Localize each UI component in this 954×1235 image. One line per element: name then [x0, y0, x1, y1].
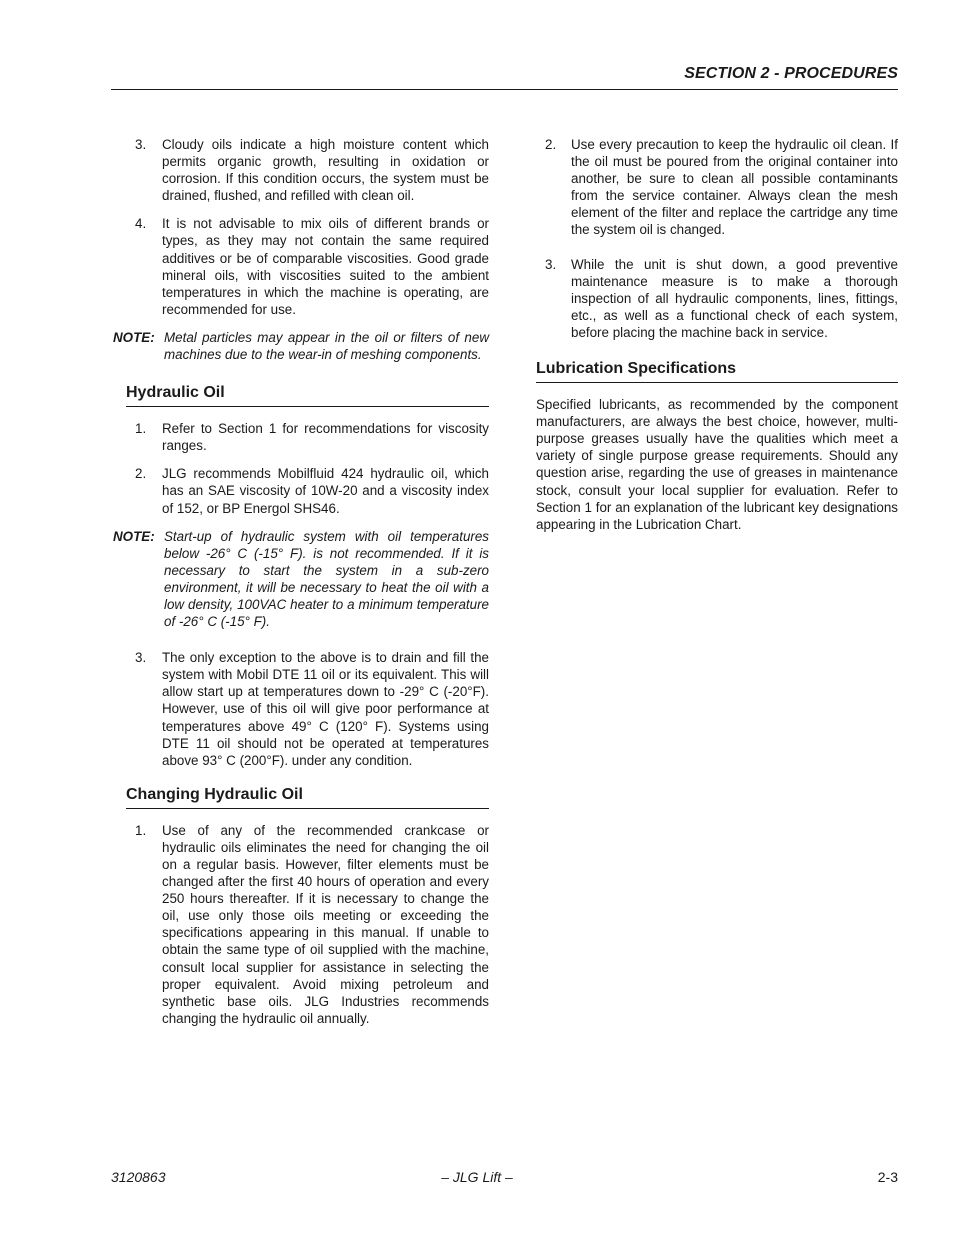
list-item [111, 822, 489, 1027]
item-text: The only exception to the above is to drain and fill the system with Mobil DTE 11 oil or its equivalent. This will allow start up at temperatures down to -29° C (-20°F). However, use of this oil will give poor performance at temperatures above 49° C (120° F). Systems using DTE 11 oil should not be operated at temperatures above 93° C (200°F). under any condition. [162, 650, 489, 768]
left-column [111, 136, 489, 1038]
list-item [111, 215, 489, 318]
item-text: While the unit is shut down, a good preventive maintenance measure is to make a thorough inspection of all hydraulic components, lines, fittings, etc., as well as a functional check of each system, before placing the machine back in service. [571, 256, 898, 340]
item-text: Use every precaution to keep the hydraulic oil clean. If the oil must be poured from the original container into another, be sure to clean all possible contaminants from the service container. Always clean the mesh element of the filter and replace the cartridge any time the system oil is changed. [571, 137, 898, 238]
item-number: 1. [135, 822, 147, 838]
item-number: 4. [135, 216, 147, 232]
list-item [111, 136, 489, 204]
item-number: 2. [545, 137, 557, 152]
page-number: 2-3 [877, 1169, 898, 1185]
heading-lubrication-specifications: Lubrication Specifications [536, 359, 898, 383]
footer-brand: – JLG Lift – [441, 1169, 513, 1185]
header-rule [111, 89, 898, 90]
item-number: 1. [135, 421, 147, 437]
item-text: Cloudy oils indicate a high moisture content which permits organic growth, resulting in oxidation or corrosion. If this condition occurs, the system must be drained, flushed, and refilled with clean oil. [162, 137, 489, 204]
item-text: Refer to Section 1 for recommendations for viscosity ranges. [162, 421, 489, 454]
item-text: It is not advisable to mix oils of different brands or types, as they may not contain the same required additives or be of comparable viscosities. Good grade mineral oils, with viscosities suited to the ambient temperatures in which the machine is operating, are recommended for use. [162, 216, 489, 317]
note-metal-particles [111, 329, 489, 363]
item-text: Use of any of the recommended crankcase or hydraulic oils eliminates the need for changing the oil on a regular basis. However, filter elements must be changed after the first 40 hours of operation and every 250 hours thereafter. If it is necessary to change the oil, use only those oils meeting or exceeding the specifications appearing in this manual. If unable to obtain the same type of oil supplied with the machine, consult local supplier for assistance in selecting the proper equivalent. Avoid mixing petroleum and synthetic base oils. JLG Industries recommends changing the hydraulic oil annually. [162, 822, 489, 1026]
lubrication-paragraph: Specified lubricants, as recommended by the component manufacturers, are always the best choice, however, multi-purpose greases usually have the qualities which meet a variety of single purpose grease requirements. Should any question arise, regarding the use of greases in maintenance stock, consult your local supplier for evaluation. Refer to Section 1 for an explanation of the lubricant key designations appearing in the Lubrication Chart. [536, 397, 898, 532]
doc-number: 3120863 [111, 1169, 166, 1185]
section-title: SECTION 2 - PROCEDURES [684, 65, 898, 82]
item-number: 2. [135, 466, 147, 482]
right-column [536, 136, 898, 533]
heading-hydraulic-oil: Hydraulic Oil [126, 383, 489, 407]
list-item [111, 649, 489, 769]
note-text: Metal particles may appear in the oil or filters of new machines due to the wear-in of meshing components. [164, 329, 489, 363]
item-number: 3. [135, 137, 147, 152]
note-label: NOTE: [113, 329, 155, 345]
note-text: Start-up of hydraulic system with oil temperatures below -26° C (-15° F). is not recommended. If it is necessary to start the system in a sub-zero environment, it will be necessary to heat the oil with a low density, 100VAC heater to a minimum temperature of -26° C (-15° F). [164, 528, 489, 630]
note-label: NOTE: [113, 528, 155, 544]
heading-changing-hydraulic-oil: Changing Hydraulic Oil [126, 785, 489, 809]
list-item [536, 136, 898, 239]
item-number: 3. [545, 256, 557, 272]
list-item [111, 420, 489, 454]
item-number: 3. [135, 650, 147, 666]
note-startup-temperature [111, 528, 489, 631]
list-item [111, 465, 489, 516]
item-text: JLG recommends Mobilfluid 424 hydraulic oil, which has an SAE viscosity of 10W-20 and a viscosity index of 152, or BP Energol SHS46. [162, 466, 489, 516]
list-item [536, 256, 898, 341]
